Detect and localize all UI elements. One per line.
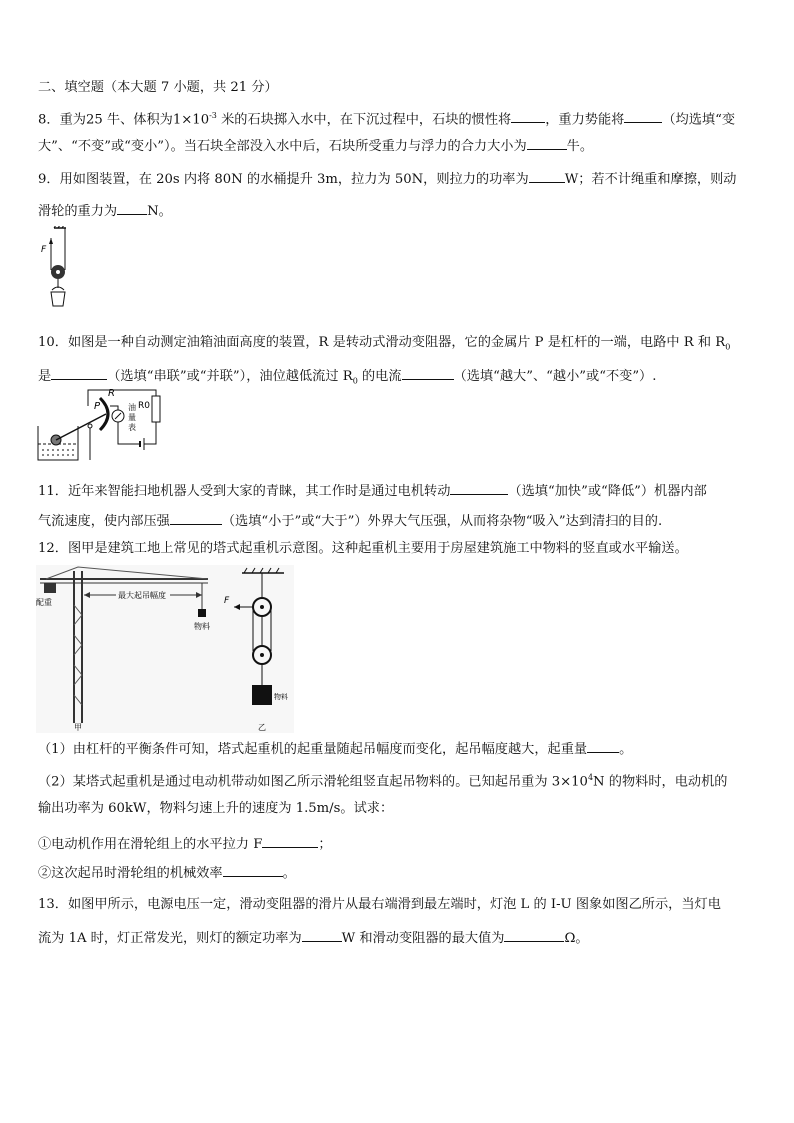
q11-text-c: 气流速度，使内部压强 (38, 514, 170, 529)
q8-text-c: ，重力势能将 (545, 112, 625, 128)
meter-label-3: 表 (128, 423, 136, 432)
meter-label-1: 油 (128, 403, 136, 412)
answer-blank[interactable] (527, 136, 567, 150)
meter-label-2: 量 (128, 413, 136, 422)
q8-text-b: 米的石块掷入水中，在下沉过程中，石块的惯性将 (216, 112, 512, 128)
question-11-line-1 (38, 481, 707, 500)
q9-text-d: N。 (147, 204, 172, 219)
q8-exponent: -3 (209, 111, 217, 120)
answer-blank[interactable] (529, 169, 565, 183)
answer-blank[interactable] (117, 201, 147, 215)
material-label: 物料 (274, 693, 288, 701)
q12-sub1-end: ； (318, 837, 332, 852)
question-9-line-2 (38, 201, 172, 220)
q12-p1-end: 。 (619, 742, 633, 757)
question-10-line-1 (38, 335, 730, 356)
slider-p-label: P (94, 401, 101, 412)
q10-text-d: 的电流 (357, 369, 402, 384)
force-f-label: F (224, 596, 230, 606)
q13-text-c: Ω。 (564, 931, 589, 946)
question-12-part-1 (38, 739, 632, 758)
material-label: 物料 (194, 622, 210, 631)
oil-gauge-circuit-figure (36, 384, 166, 466)
section-heading: 二、填空题（本大题 7 小题，共 21 分） (38, 80, 278, 95)
q13-text-b: W 和滑动变阻器的最大值为 (341, 931, 505, 946)
answer-blank[interactable] (302, 928, 342, 942)
q8-text-e: 大”、“不变”或“变小”）。当石块全部没入水中后，石块所受重力与浮力的合力大小为 (38, 139, 527, 154)
max-range-label: 最大起吊幅度 (118, 591, 166, 600)
answer-blank[interactable] (450, 481, 508, 495)
q8-text-d: （均选填“变 (662, 112, 736, 128)
q8-text-f: 牛。 (566, 139, 594, 154)
q9-text-a: 9．用如图装置，在 20s 内将 80N 的水桶提升 3m，拉力为 50N，则拉力的功率为 (38, 172, 529, 187)
resistor-r-label: R (108, 388, 115, 399)
q12-sub2-end: 。 (282, 866, 296, 881)
question-12-sub-1 (38, 834, 332, 853)
question-12-intro: 12．图甲是建筑工地上常见的塔式起重机示意图。这种起重机主要用于房屋建筑施工中物料的竖直或水平输送。 (38, 541, 688, 556)
q10-text-c: （选填“串联”或“并联”），油位越低流过 R (107, 369, 353, 384)
q11-text-a: 11．近年来智能扫地机器人受到大家的青睐，其工作时是通过电机转动 (38, 484, 451, 499)
pulley-block-figure (216, 565, 294, 733)
figure-yi-label: 乙 (258, 723, 266, 732)
q12-p2-text-b: N 的物料时，电动机的 (593, 774, 728, 790)
answer-blank[interactable] (51, 366, 107, 380)
answer-blank[interactable] (624, 109, 662, 123)
question-12-part-2-line-1 (38, 770, 727, 790)
q12-sub2-text: ②这次起吊时滑轮组的机械效率 (38, 866, 223, 881)
answer-blank[interactable] (587, 739, 619, 753)
question-13-line-1: 13．如图甲所示，电源电压一定，滑动变阻器的滑片从最右端滑到最左端时，灯泡 L 的 I-U 图象如图乙所示，当灯电 (38, 897, 721, 912)
figure-jia-label: 甲 (74, 723, 82, 732)
q9-text-c: 滑轮的重力为 (38, 204, 118, 219)
question-8-line-1 (38, 108, 735, 128)
question-12-part-2-line-2: 输出功率为 60kW，物料匀速上升的速度为 1.5m/s。试求： (38, 801, 394, 816)
force-label: F (41, 245, 47, 255)
q10-text-a: 10．如图是一种自动测定油箱油面高度的装置，R 是转动式滑动变阻器，它的金属片 P 是杠杆的一端，电路中 R 和 R (38, 335, 726, 350)
question-9-line-1 (38, 169, 737, 188)
q12-p2-text-a: （2）某塔式起重机是通过电动机带动如图乙所示滑轮组竖直起吊物料的。已知起吊重为 3×10 (38, 774, 588, 790)
question-12-sub-2 (38, 863, 296, 882)
pulley-figure (38, 226, 78, 316)
q12-p1-text: （1）由杠杆的平衡条件可知，塔式起重机的起重量随起吊幅度而变化，起吊幅度越大，起重量 (38, 742, 588, 757)
answer-blank[interactable] (223, 863, 283, 877)
question-8-line-2 (38, 136, 593, 155)
q10-text-b: 是 (38, 369, 52, 384)
answer-blank[interactable] (402, 366, 454, 380)
q11-text-b: （选填“加快”或“降低”）机器内部 (508, 484, 707, 499)
answer-blank[interactable] (504, 928, 564, 942)
q9-text-b: W；若不计绳重和摩擦，则动 (564, 172, 737, 187)
q10-sub-2: 0 (352, 376, 358, 386)
q12-sub1-text: ①电动机作用在滑轮组上的水平拉力 F (38, 837, 263, 852)
question-11-line-2 (38, 511, 662, 530)
counterweight-label: 配重 (36, 598, 52, 607)
q10-sub-1: 0 (725, 342, 731, 352)
question-13-line-2 (38, 928, 589, 947)
q13-text-a: 流为 1A 时，灯正常发光，则灯的额定功率为 (38, 931, 302, 946)
q8-text-a: 8．重为25 牛、体积为1×10 (38, 112, 210, 128)
q12-p2-exponent: 4 (587, 773, 594, 782)
resistor-r0-label: R0 (138, 401, 150, 411)
q10-text-e: （选填“越大”、“越小”或“不变”）. (453, 369, 657, 384)
tower-crane-figure (36, 565, 216, 733)
answer-blank[interactable] (170, 511, 222, 525)
answer-blank[interactable] (262, 834, 318, 848)
q11-text-d: （选填“小于”或“大于”）外界大气压强，从而将杂物“吸入”达到清扫的目的. (221, 514, 663, 529)
answer-blank[interactable] (511, 109, 545, 123)
